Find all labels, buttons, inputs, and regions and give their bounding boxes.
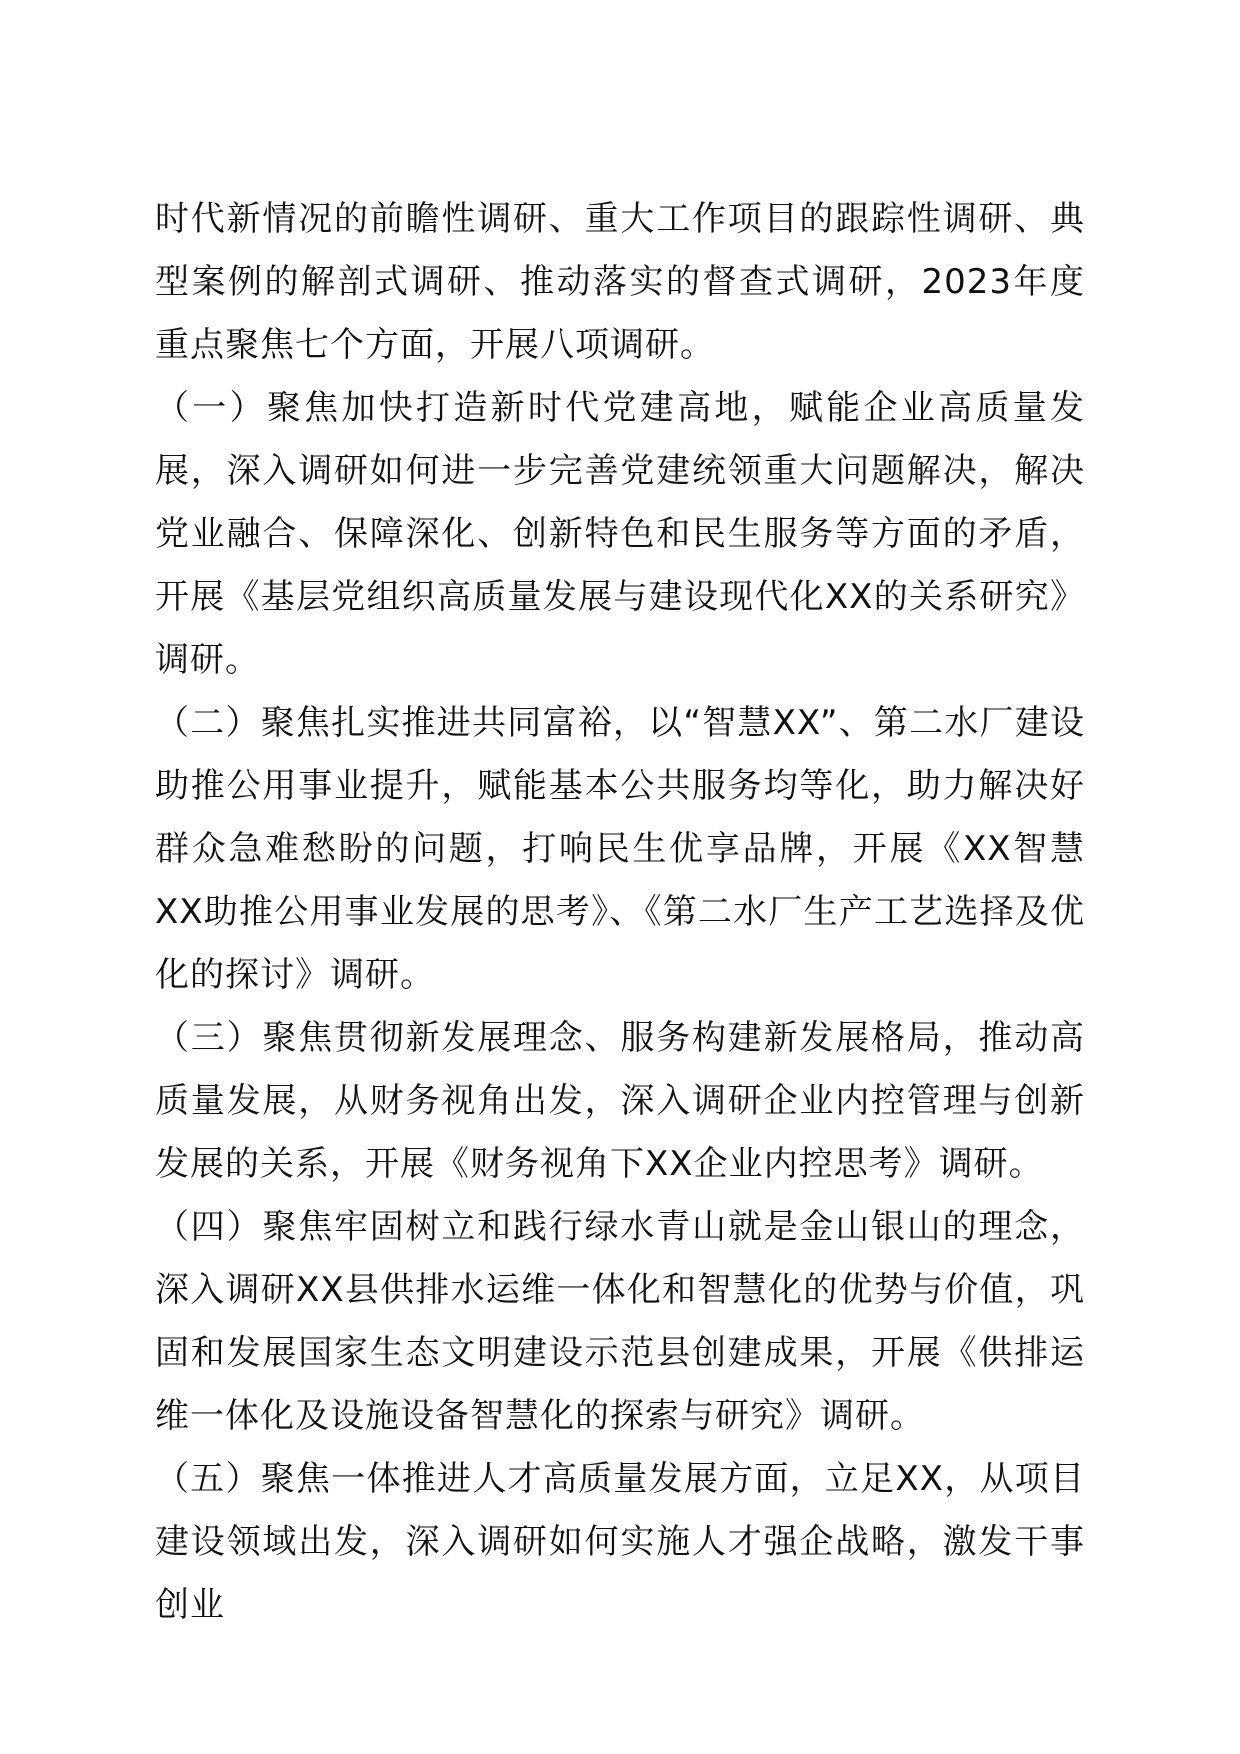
paragraph-item-1: （一）聚焦加快打造新时代党建高地，赋能企业高质量发展，深入调研如何进一步完善党建统领重大问题解决，解决党业融合、保障深化、创新特色和民生服务等方面的矛盾，开展《基层党组织高质量发展与建设现代化XX的关系研究》调研。 xyxy=(155,388,1085,680)
paragraph-item-4: （四）聚焦牢固树立和践行绿水青山就是金山银山的理念，深入调研XX县供排水运维一体化和智慧化的优势与价值，巩固和发展国家生态文明建设示范县创建成果，开展《供排运维一体化及设施设备智慧化的探索与研究》调研。 xyxy=(155,1207,1085,1436)
paragraph-intro-continuation: 时代新情况的前瞻性调研、重大工作项目的跟踪性调研、典型案例的解剖式调研、推动落实的督查式调研，2023年度重点聚焦七个方面，开展八项调研。 xyxy=(155,199,1085,365)
paragraph-item-2: （二）聚焦扎实推进共同富裕，以“智慧XX”、第二水厂建设助推公用事业提升，赋能基本公共服务均等化，助力解决好群众急难愁盼的问题，打响民生优享品牌，开展《XX智慧XX助推公用事业发展的思考》、《第二水厂生产工艺选择及优化的探讨》调研。 xyxy=(155,703,1085,995)
paragraph-item-5: （五）聚焦一体推进人才高质量发展方面，立足XX，从项目建设领域出发，深入调研如何实施人才强企战略，激发干事创业 xyxy=(155,1459,1085,1625)
document-body xyxy=(155,188,1085,1637)
paragraph-item-3: （三）聚焦贯彻新发展理念、服务构建新发展格局，推动高质量发展，从财务视角出发，深入调研企业内控管理与创新发展的关系，开展《财务视角下XX企业内控思考》调研。 xyxy=(155,1018,1085,1184)
